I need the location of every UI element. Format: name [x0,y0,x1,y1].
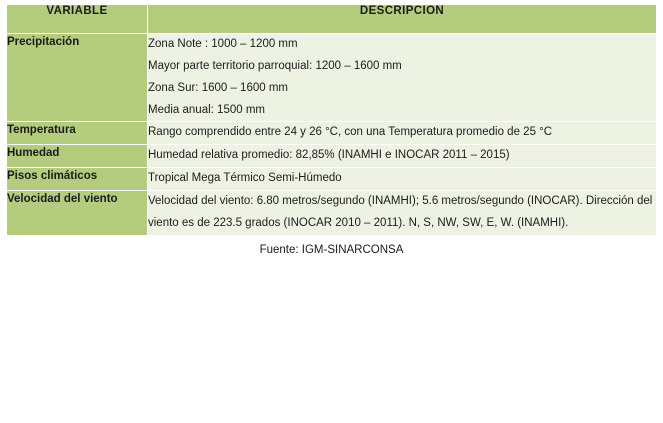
variable-cell-temperatura: Temperatura [7,122,148,145]
description-line: Mayor parte territorio parroquial: 1200 – 1600 mm [148,59,402,72]
description-cell-temperatura [148,122,657,145]
column-header-variable: VARIABLE [7,5,148,34]
description-line: Tropical Mega Térmico Semi-Húmedo [148,172,342,185]
table-header-row [7,5,657,34]
table-source-caption: Fuente: IGM-SINARCONSA [259,243,404,256]
description-line: Zona Sur: 1600 – 1600 mm [148,81,288,94]
description-cell-velocidad-del-viento [148,190,657,235]
table-row [7,34,657,122]
table-row [7,190,657,235]
climate-variables-table [6,4,657,236]
table-row [7,122,657,145]
table-row [7,168,657,191]
description-cell-humedad [148,145,657,168]
table-body [7,34,657,236]
variable-cell-velocidad-del-viento: Velocidad del viento [7,190,148,235]
description-cell-pisos-climaticos [148,168,657,191]
description-line: Humedad relativa promedio: 82,85% (INAMHI e INOCAR 2011 – 2015) [148,149,510,162]
variable-cell-humedad: Humedad [7,145,148,168]
description-cell-precipitacion [148,34,657,122]
variable-cell-precipitacion: Precipitación [7,34,148,122]
table-row [7,145,657,168]
description-line: Rango comprendido entre 24 y 26 °C, con una Temperatura promedio de 25 °C [148,126,553,139]
column-header-descripcion: DESCRIPCION [148,5,657,34]
description-line: Media anual: 1500 mm [148,103,265,116]
table-header [7,5,657,34]
variable-cell-pisos-climaticos: Pisos climáticos [7,168,148,191]
description-line: Velocidad del viento: 6.80 metros/segundo (INAMHI); 5.6 metros/segundo (INOCAR). Dirección del viento es de 223.5 grados (INOCAR 2010 – 2011). N, S, NW, SW, E, W. (INAMHI). [148,194,653,229]
description-line: Zona Note : 1000 – 1200 mm [148,38,298,50]
